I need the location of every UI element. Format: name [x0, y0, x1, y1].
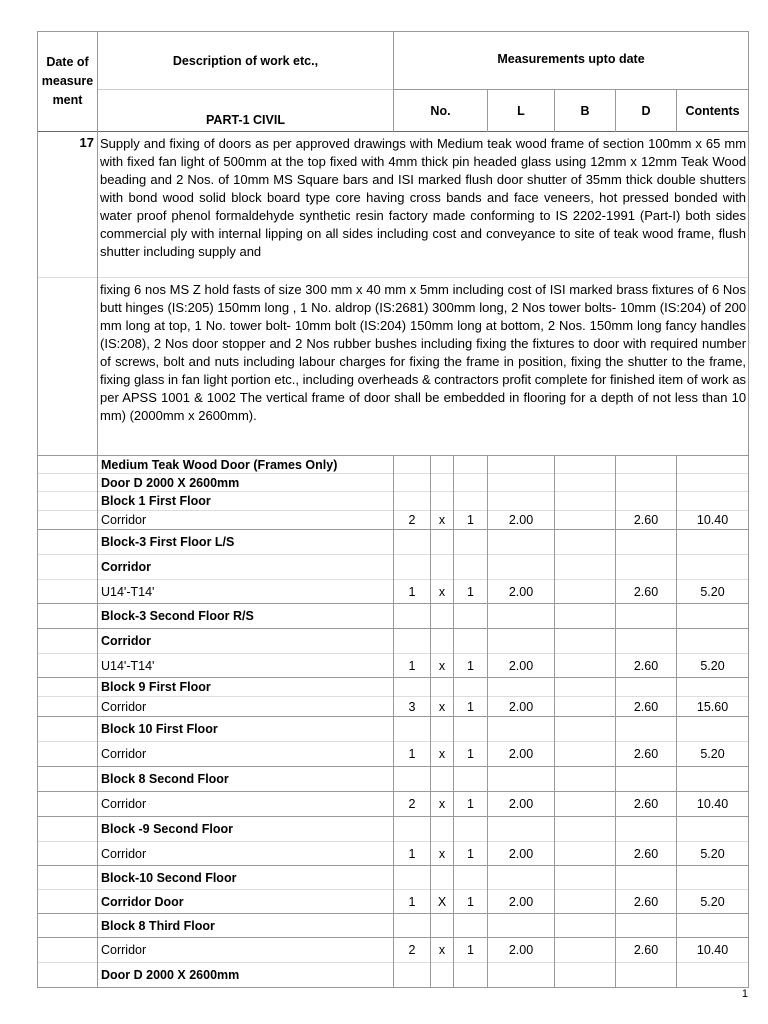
row-depth: 2.60 — [616, 511, 677, 530]
row-depth: 2.60 — [616, 697, 677, 717]
date-cell — [38, 817, 98, 842]
row-contents — [677, 914, 749, 938]
row-length: 2.00 — [488, 580, 555, 604]
row-breadth — [555, 555, 616, 580]
measurement-row — [38, 492, 749, 511]
date-cell — [38, 914, 98, 938]
row-multiplier — [431, 530, 454, 555]
row-breadth — [555, 678, 616, 697]
row-breadth — [555, 697, 616, 717]
row-count: 2 — [394, 511, 431, 530]
row-breadth — [555, 717, 616, 742]
date-cell — [38, 492, 98, 511]
row-contents — [677, 456, 749, 474]
row-quantity — [454, 963, 488, 988]
row-count — [394, 914, 431, 938]
row-length — [488, 963, 555, 988]
row-description: Corridor — [98, 629, 394, 654]
row-count — [394, 530, 431, 555]
row-count: 1 — [394, 654, 431, 678]
measurement-row — [38, 530, 749, 555]
row-length — [488, 866, 555, 890]
row-length: 2.00 — [488, 842, 555, 866]
row-description: Block-3 Second Floor R/S — [98, 604, 394, 629]
row-depth — [616, 492, 677, 511]
row-depth: 2.60 — [616, 890, 677, 914]
row-depth — [616, 629, 677, 654]
measurement-row — [38, 654, 749, 678]
row-contents: 10.40 — [677, 938, 749, 963]
row-length: 2.00 — [488, 890, 555, 914]
row-depth — [616, 914, 677, 938]
row-length: 2.00 — [488, 792, 555, 817]
row-length — [488, 456, 555, 474]
row-contents — [677, 604, 749, 629]
measurement-row — [38, 742, 749, 767]
date-cell — [38, 530, 98, 555]
date-cell — [38, 938, 98, 963]
row-quantity — [454, 767, 488, 792]
row-depth: 2.60 — [616, 580, 677, 604]
row-contents — [677, 629, 749, 654]
row-multiplier: x — [431, 792, 454, 817]
row-breadth — [555, 914, 616, 938]
row-count: 1 — [394, 890, 431, 914]
date-cell — [38, 963, 98, 988]
row-breadth — [555, 530, 616, 555]
row-multiplier — [431, 492, 454, 511]
row-breadth — [555, 866, 616, 890]
date-column-header: Date of measure ment — [38, 32, 98, 132]
row-count — [394, 492, 431, 511]
row-depth — [616, 604, 677, 629]
row-breadth — [555, 654, 616, 678]
row-description: Corridor — [98, 938, 394, 963]
measurement-row — [38, 963, 749, 988]
row-breadth — [555, 817, 616, 842]
row-quantity: 1 — [454, 580, 488, 604]
row-contents: 5.20 — [677, 654, 749, 678]
row-description: Block 8 Second Floor — [98, 767, 394, 792]
row-quantity — [454, 456, 488, 474]
measurement-row — [38, 604, 749, 629]
d-column-header: D — [616, 90, 677, 132]
row-count — [394, 767, 431, 792]
row-count — [394, 817, 431, 842]
measurement-row — [38, 914, 749, 938]
row-quantity — [454, 629, 488, 654]
row-multiplier — [431, 474, 454, 492]
row-contents: 5.20 — [677, 580, 749, 604]
date-cell — [38, 767, 98, 792]
row-length: 2.00 — [488, 511, 555, 530]
row-quantity: 1 — [454, 792, 488, 817]
row-quantity — [454, 717, 488, 742]
row-multiplier — [431, 678, 454, 697]
row-multiplier — [431, 717, 454, 742]
row-contents — [677, 474, 749, 492]
row-depth: 2.60 — [616, 742, 677, 767]
row-count: 2 — [394, 792, 431, 817]
row-quantity — [454, 914, 488, 938]
row-description: U14'-T14' — [98, 654, 394, 678]
date-cell — [38, 511, 98, 530]
row-multiplier: x — [431, 742, 454, 767]
row-length — [488, 530, 555, 555]
row-contents: 10.40 — [677, 792, 749, 817]
row-description: Door D 2000 X 2600mm — [98, 963, 394, 988]
date-cell — [38, 456, 98, 474]
measurement-row — [38, 511, 749, 530]
item-description-part2: fixing 6 nos MS Z hold fasts of size 300 mm x 40 mm x 5mm including cost of ISI marked brass fixtures of 6 Nos butt hinges (IS:205) 150mm long , 1 No. aldrop (IS:2681) 300mm long, 2 Nos tower bolts- 10mm (IS:204) of 200 mm long at top, 1 No. tower bolt- 10mm bolt (IS:204) 150mm long at bottom, 2 Nos. 150mm long fancy handles (IS:208), 2 Nos door stopper and 2 Nos rubber bushes including fixing the fixtures to door with required number of screws, bolt and nuts including labour charges for fixing the frame in position, fixing the shutter to the frame, fixing glass in fan light portion etc., including overheads & contractors profit complete for finished item of work as per APSS 1001 & 1002 The vertical frame of door shall be embedded in flooring for a depth of not less than 10 mm) (2000mm x 2600mm). — [98, 278, 749, 456]
row-breadth — [555, 742, 616, 767]
row-depth — [616, 717, 677, 742]
date-cell — [38, 629, 98, 654]
row-multiplier — [431, 629, 454, 654]
row-multiplier: x — [431, 697, 454, 717]
row-count: 1 — [394, 580, 431, 604]
row-contents — [677, 963, 749, 988]
row-count: 1 — [394, 842, 431, 866]
item-description-part1: Supply and fixing of doors as per approved drawings with Medium teak wood frame of section 100mm x 65 mm with fixed fan light of 500mm at the top fixed with 4mm thick pin headed glass using 12mm x 12mm Teak Wood beading and 2 Nos. of 10mm MS Square bars and ISI marked flush door shutter of 35mm thick double shutters with bond wood solid block board type core having cross bands and face veneers, hot pressed bonded with water proof phenol formaldehyde synthetic resin factory made conforming to IS 2202-1991 (Part-I) both sides commercial ply with internal lipping on all sides including cost and conveyance to site of teak wood frame, flush shutter including supply and — [98, 132, 749, 278]
measurement-table — [37, 31, 749, 988]
row-quantity: 1 — [454, 938, 488, 963]
row-count — [394, 604, 431, 629]
date-cell — [38, 866, 98, 890]
measurement-row — [38, 890, 749, 914]
b-column-header: B — [555, 90, 616, 132]
row-contents — [677, 866, 749, 890]
row-breadth — [555, 767, 616, 792]
row-description: Corridor — [98, 842, 394, 866]
date-cell — [38, 717, 98, 742]
row-quantity — [454, 474, 488, 492]
row-description: Block-10 Second Floor — [98, 866, 394, 890]
row-breadth — [555, 456, 616, 474]
row-quantity: 1 — [454, 742, 488, 767]
row-contents — [677, 767, 749, 792]
row-multiplier — [431, 963, 454, 988]
measurement-row — [38, 817, 749, 842]
row-breadth — [555, 890, 616, 914]
row-length — [488, 767, 555, 792]
date-cell — [38, 580, 98, 604]
date-cell — [38, 890, 98, 914]
row-description: Corridor Door — [98, 890, 394, 914]
row-contents: 10.40 — [677, 511, 749, 530]
row-length: 2.00 — [488, 654, 555, 678]
measurement-row — [38, 555, 749, 580]
row-multiplier: x — [431, 938, 454, 963]
row-breadth — [555, 580, 616, 604]
row-description: Door D 2000 X 2600mm — [98, 474, 394, 492]
row-depth — [616, 963, 677, 988]
measurement-row — [38, 792, 749, 817]
l-column-header: L — [488, 90, 555, 132]
row-quantity — [454, 492, 488, 511]
row-breadth — [555, 938, 616, 963]
row-depth: 2.60 — [616, 654, 677, 678]
row-multiplier — [431, 456, 454, 474]
row-breadth — [555, 604, 616, 629]
row-breadth — [555, 629, 616, 654]
row-count — [394, 678, 431, 697]
row-depth: 2.60 — [616, 792, 677, 817]
row-quantity: 1 — [454, 511, 488, 530]
row-length — [488, 555, 555, 580]
date-cell — [38, 792, 98, 817]
row-quantity — [454, 866, 488, 890]
row-multiplier — [431, 866, 454, 890]
row-multiplier: x — [431, 511, 454, 530]
date-cell — [38, 742, 98, 767]
row-length — [488, 817, 555, 842]
row-contents — [677, 492, 749, 511]
measurement-row — [38, 697, 749, 717]
row-length — [488, 629, 555, 654]
row-count — [394, 456, 431, 474]
row-length — [488, 678, 555, 697]
row-count: 3 — [394, 697, 431, 717]
row-depth — [616, 866, 677, 890]
contents-column-header: Contents — [677, 90, 749, 132]
no-column-header: No. — [394, 90, 488, 132]
measurement-row — [38, 456, 749, 474]
item-number: 17 — [38, 132, 98, 278]
measurement-row — [38, 474, 749, 492]
row-depth — [616, 817, 677, 842]
row-depth — [616, 530, 677, 555]
measurement-row — [38, 629, 749, 654]
row-count — [394, 555, 431, 580]
date-cell — [38, 678, 98, 697]
row-quantity: 1 — [454, 654, 488, 678]
row-count — [394, 866, 431, 890]
row-multiplier: x — [431, 580, 454, 604]
row-description: Corridor — [98, 555, 394, 580]
row-count — [394, 474, 431, 492]
date-cell — [38, 474, 98, 492]
measurement-row — [38, 866, 749, 890]
measurement-row — [38, 938, 749, 963]
row-length: 2.00 — [488, 697, 555, 717]
row-description: Block 8 Third Floor — [98, 914, 394, 938]
row-contents: 15.60 — [677, 697, 749, 717]
measurements-header: Measurements upto date — [394, 32, 749, 90]
row-description: Block-3 First Floor L/S — [98, 530, 394, 555]
row-breadth — [555, 842, 616, 866]
date-cell — [38, 842, 98, 866]
row-depth — [616, 555, 677, 580]
row-contents — [677, 555, 749, 580]
row-multiplier: x — [431, 842, 454, 866]
row-multiplier: X — [431, 890, 454, 914]
measurement-row — [38, 842, 749, 866]
row-breadth — [555, 511, 616, 530]
row-quantity — [454, 604, 488, 629]
measurement-row — [38, 767, 749, 792]
row-count — [394, 963, 431, 988]
row-count: 2 — [394, 938, 431, 963]
row-description: Corridor — [98, 697, 394, 717]
row-description: Corridor — [98, 792, 394, 817]
row-length — [488, 474, 555, 492]
page-number: 1 — [741, 988, 748, 1000]
row-multiplier — [431, 914, 454, 938]
row-quantity: 1 — [454, 697, 488, 717]
row-quantity — [454, 555, 488, 580]
row-length — [488, 914, 555, 938]
row-quantity — [454, 678, 488, 697]
measurement-row — [38, 717, 749, 742]
row-length — [488, 717, 555, 742]
row-contents — [677, 817, 749, 842]
row-quantity: 1 — [454, 890, 488, 914]
row-description: Corridor — [98, 742, 394, 767]
row-contents — [677, 717, 749, 742]
row-breadth — [555, 492, 616, 511]
date-cell — [38, 604, 98, 629]
row-length — [488, 492, 555, 511]
row-quantity — [454, 530, 488, 555]
row-multiplier — [431, 604, 454, 629]
row-depth — [616, 474, 677, 492]
row-count: 1 — [394, 742, 431, 767]
row-contents — [677, 678, 749, 697]
row-depth — [616, 678, 677, 697]
row-count — [394, 629, 431, 654]
row-multiplier: x — [431, 654, 454, 678]
row-description: Block 9 First Floor — [98, 678, 394, 697]
row-description: Corridor — [98, 511, 394, 530]
row-multiplier — [431, 767, 454, 792]
row-breadth — [555, 792, 616, 817]
row-description: U14'-T14' — [98, 580, 394, 604]
row-description: Block 1 First Floor — [98, 492, 394, 511]
date-cell — [38, 654, 98, 678]
description-column-header: Description of work etc., — [98, 32, 394, 90]
row-length: 2.00 — [488, 742, 555, 767]
row-breadth — [555, 474, 616, 492]
row-depth: 2.60 — [616, 842, 677, 866]
row-multiplier — [431, 555, 454, 580]
row-quantity: 1 — [454, 842, 488, 866]
row-multiplier — [431, 817, 454, 842]
row-quantity — [454, 817, 488, 842]
row-depth: 2.60 — [616, 938, 677, 963]
row-depth — [616, 456, 677, 474]
row-breadth — [555, 963, 616, 988]
row-description: Block 10 First Floor — [98, 717, 394, 742]
row-contents — [677, 530, 749, 555]
row-depth — [616, 767, 677, 792]
part-title: PART-1 CIVIL — [98, 90, 394, 132]
row-description: Medium Teak Wood Door (Frames Only) — [98, 456, 394, 474]
row-description: Block -9 Second Floor — [98, 817, 394, 842]
row-contents: 5.20 — [677, 742, 749, 767]
row-contents: 5.20 — [677, 890, 749, 914]
date-cell — [38, 697, 98, 717]
measurement-row — [38, 580, 749, 604]
date-cell — [38, 555, 98, 580]
row-contents: 5.20 — [677, 842, 749, 866]
row-length — [488, 604, 555, 629]
row-length: 2.00 — [488, 938, 555, 963]
row-count — [394, 717, 431, 742]
measurement-row — [38, 678, 749, 697]
